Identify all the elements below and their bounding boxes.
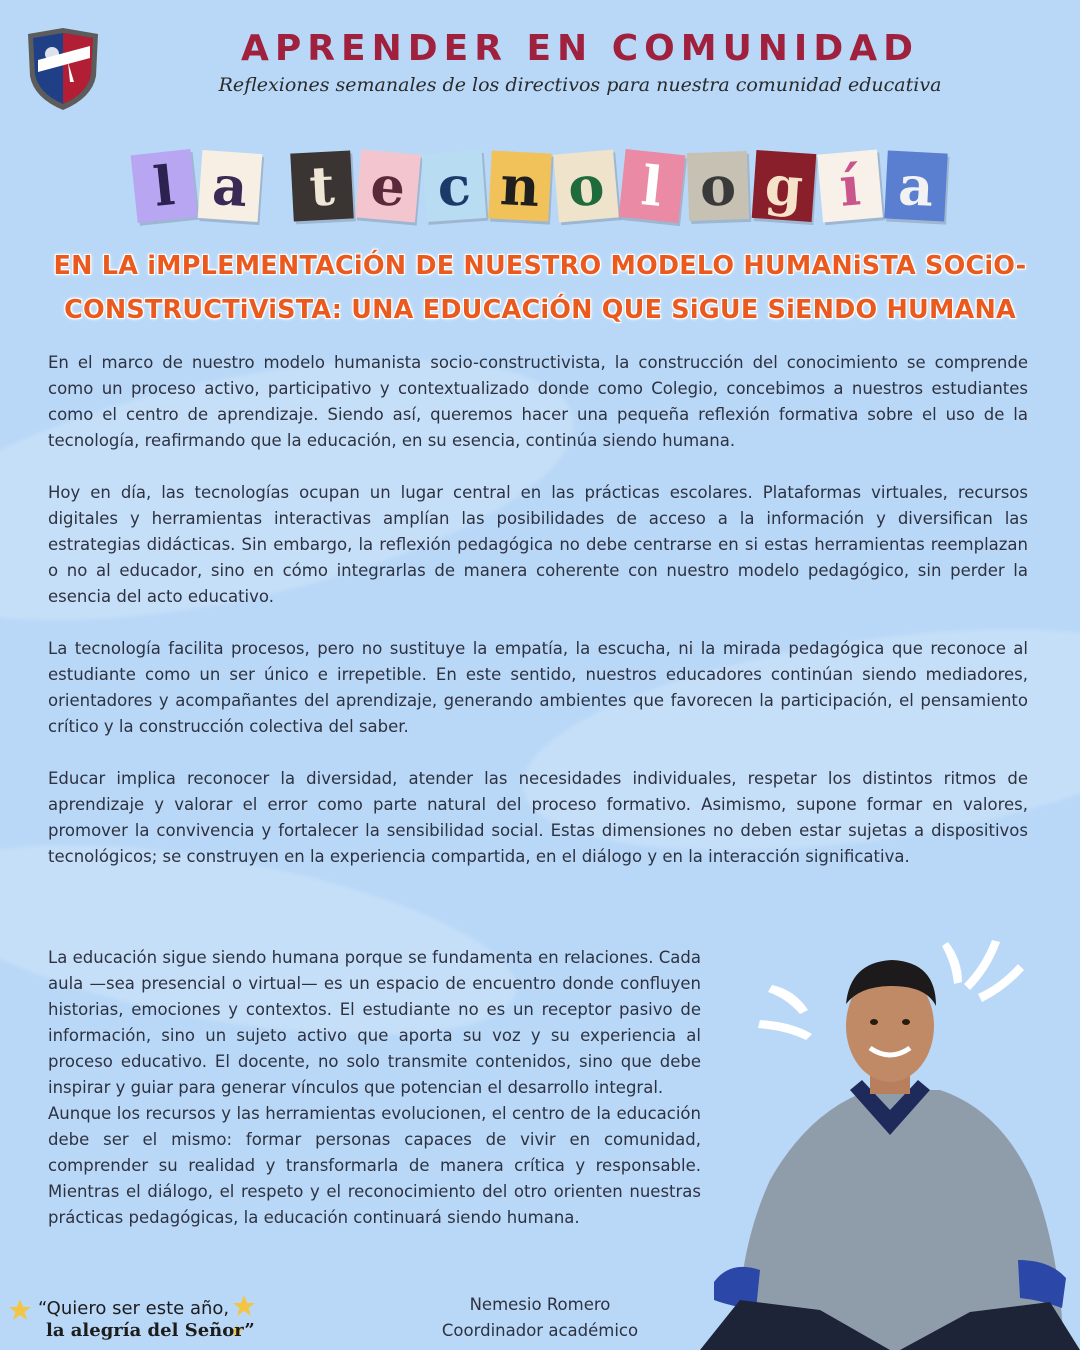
header-title: APRENDER EN COMUNIDAD (241, 28, 919, 69)
paragraph: En el marco de nuestro modelo humanista socio-constructivista, la construcción del conocimiento se comprende como un proceso activo, participativo y contextualizado donde como Colegio, concebimos a nuestros estudiantes como el centro de aprendizaje. Siendo así, queremos hacer una pequeña reflexión formativa sobre el uso de la tecnología, reafirmando que la educación, en su esencia, continúa siendo humana. (48, 353, 1028, 450)
hero-letter: í (817, 150, 883, 223)
quote-line-2: la alegría del Señor” (46, 1320, 255, 1341)
paragraph: Educar implica reconocer la diversidad, atender las necesidades individuales, respetar los distintos ritmos de aprendizaje y valorar el error como parte natural del proceso formativo. Asimismo, supone formar en valores, promover la convivencia y fortalecer la sensibilidad social. Estas dimensiones no deben estar sujetas a dispositivos tecnológicos; se construyen en la experiencia compartida, en el diálogo y en la interacción significativa. (48, 769, 1028, 866)
star-icon (232, 1294, 256, 1318)
signature-name: Nemesio Romero (469, 1295, 611, 1314)
hero-letter: t (290, 150, 353, 221)
paragraph: La educación sigue siendo humana porque se fundamenta en relaciones. Cada aula —sea presencial o virtual— es un espacio de encuentro donde confluyen historias, emociones y contextos. El estudiante no es un receptor pasivo de información, sino un sujeto activo que aporta su voz y su experiencia al proceso educativo. El docente, no solo transmite contenidos, sino que debe inspirar y guiar para generar vínculos que potencian el desarrollo integral. (48, 948, 701, 1097)
signature-role: Coordinador académico (441, 1321, 639, 1340)
hero-letter: l (131, 149, 198, 223)
hero-letter: a (884, 150, 947, 221)
hero-letter: a (198, 150, 263, 222)
hero-ransom-title (0, 152, 1080, 220)
quote-line-1: “Quiero ser este año, (38, 1298, 230, 1319)
header-subtitle: Reflexiones semanales de los directivos para nuestra comunidad educativa (218, 74, 942, 96)
hero-letter: e (355, 150, 421, 223)
hero-letter: o (553, 150, 619, 223)
article-body-column (48, 945, 701, 1231)
signature-block (410, 1292, 670, 1344)
school-crest-logo (22, 24, 104, 114)
hero-letter: g (752, 150, 817, 222)
paragraph: Aunque los recursos y las herramientas evolucionen, el centro de la educación debe ser el mismo: formar personas capaces de vivir en comunidad, comprender su realidad y transformarla de manera crítica y responsable. Mientras el diálogo, el respeto y el reconocimiento del otro orienten nuestras prácticas pedagógicas, la educación continuará siendo humana. (48, 1104, 701, 1227)
hero-letter: o (687, 151, 749, 221)
hero-letter: l (619, 149, 686, 223)
paragraph: La tecnología facilita procesos, pero no sustituye la empatía, la escucha, ni la mirada pedagógica que reconoce al estudiante como un ser único e irrepetible. En este sentido, nuestros educadores continúan siendo mediadores, orientadores y acompañantes del aprendizaje, generando ambientes que favorecen la participación, el pensamiento crítico y la construcción colectiva del saber. (48, 639, 1028, 736)
hero-letter: n (488, 150, 551, 221)
author-portrait (700, 930, 1080, 1350)
motto-quote (8, 1294, 268, 1344)
article-body (48, 350, 1028, 896)
paragraph: Hoy en día, las tecnologías ocupan un lugar central en las prácticas escolares. Plataformas virtuales, recursos digitales y herramientas interactivas amplían las posibilidades de acceso a la información y diversifican las estrategias didácticas. Sin embargo, la reflexión pedagógica no debe centrarse en si estas herramientas reemplazan o no al educador, sino en cómo integrarlas de manera coherente con nuestro modelo pedagógico, sin perder la esencia del acto educativo. (48, 483, 1028, 606)
hero-subtitle: EN LA iMPLEMENTACiÓN DE NUESTRO MODELO HUMANiSTA SOCiO-CONSTRUCTiViSTA: UNA EDUCACiÓN QUE SiGUE SiENDO HUMANA (53, 251, 1027, 325)
star-icon (8, 1298, 32, 1322)
hero-letter: c (422, 150, 487, 222)
